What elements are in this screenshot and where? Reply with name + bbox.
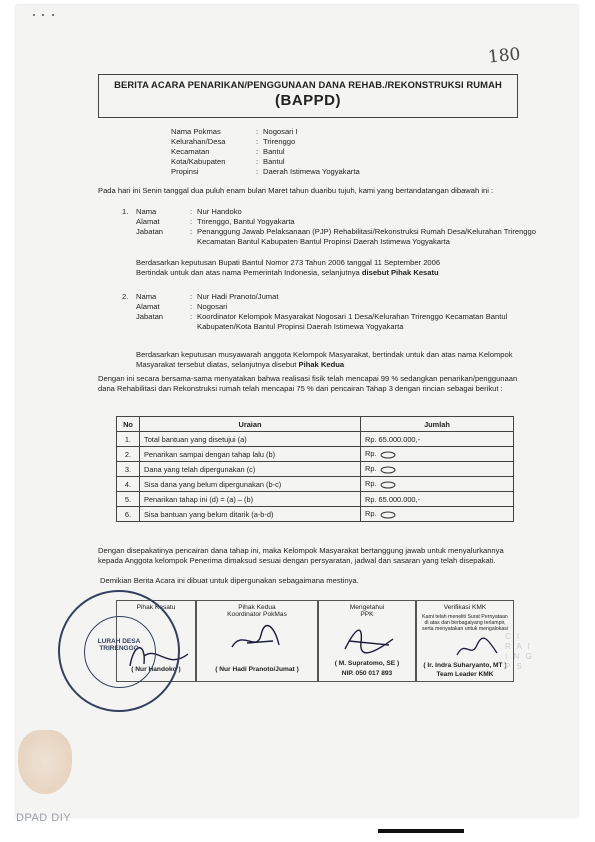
faint-background-text: C I R A I I N G P S bbox=[505, 632, 534, 671]
document-subtitle: (BAPPD) bbox=[275, 92, 341, 109]
zero-scribble-icon bbox=[379, 481, 397, 489]
signature-block-ppk: Mengetahui PPK ( M. Supratomo, SE ) NIP. 050 017 893 bbox=[318, 600, 416, 682]
scan-speck bbox=[42, 14, 44, 16]
table-row: 4. Sisa dana yang belum dipergunakan (b-c) Rp. bbox=[117, 477, 514, 492]
header-jumlah: Jumlah bbox=[361, 417, 514, 432]
statement-paragraph: Dengan ini secara bersama-sama menyatakan bahwa realisasi fisik telah mencapai 99 % sedangkan penarikan/penggunaan dana Rehabilitasi dan Rekonstruksi rumah telah mencapai 75 % dari pencairan Tahap 3 dengan rincian sebagai berikut : bbox=[98, 374, 518, 393]
party-2-basis: Berdasarkan keputusan musyawarah anggota Kelompok Masyarakat, bertindak untuk dan atas nama Kelompok Masyarakat tersebut diatas, selanjutnya disebut Pihak Kedua bbox=[136, 350, 513, 369]
stamp-text: LURAH DESA TRIRENGGO bbox=[97, 638, 141, 652]
signature-scribble-icon bbox=[453, 637, 503, 661]
table-row: 1. Total bantuan yang disetujui (a) Rp. 65.000.000,- bbox=[117, 432, 514, 447]
archive-logo-icon bbox=[18, 730, 72, 794]
party-1: 1. Nama : Nur Handoko Alamat : Trirenggo, Bantul Yogyakarta Jabatan : Penanggung Jawab Pelaksanaan (PJP) Rehabilitasi/Rekonstruksi Rumah Desa/Kelurahan Trirenggo Kecamatan Bantul Kabupaten Bantul Propinsi Daerah Istimewa Yogyakarta bbox=[122, 207, 536, 246]
signature-block-verifikasi-kmk: Verifikasi KMK Kami telah meneliti Surat Pernyataan di atas dan berbagaiyang terlampir, serta menyatakan untuk mengalokasi ( Ir. Indra Suharyanto, MT ) Team Leader KMK bbox=[416, 600, 514, 682]
page-number: 180 bbox=[487, 44, 522, 68]
party-1-decree: Berdasarkan keputusan Bupati Bantul Nomor 273 Tahun 2006 tanggal 11 September 2006 Bertindak untuk dan atas nama Pemerintah Indonesia, selanjutnya disebut Pihak Kesatu bbox=[136, 258, 441, 277]
page-bar bbox=[378, 829, 464, 833]
document-title: BERITA ACARA PENARIKAN/PENGGUNAAN DANA REHAB./REKONSTRUKSI RUMAH bbox=[114, 79, 502, 90]
party-2: 2. Nama : Nur Hadi Pranoto/Jumat Alamat : Nogosari Jabatan : Koordinator Kelompok Masyarakat Nogosari 1 Desa/Kelurahan Trirenggo Kecamatan Bantul Kabupaten/Kota Bantul Propinsi Daerah Istimewa Yogyakarta bbox=[122, 292, 508, 331]
official-stamp bbox=[58, 590, 180, 712]
signature-block-pihak-kedua: Pihak Kedua Koordinator PokMas ( Nur Hadi Pranoto/Jumat ) bbox=[196, 600, 318, 682]
header-uraian: Uraian bbox=[140, 417, 361, 432]
zero-scribble-icon bbox=[379, 466, 397, 474]
table-header-row bbox=[117, 417, 514, 432]
table-row: 5. Penarikan tahap ini (d) = (a) – (b) Rp. 65.000.000,- bbox=[117, 492, 514, 507]
zero-scribble-icon bbox=[379, 511, 397, 519]
table-row: 3. Dana yang telah dipergunakan (c) Rp. bbox=[117, 462, 514, 477]
signature-scribble-icon bbox=[337, 621, 397, 655]
intro-text: Pada hari ini Senin tanggal dua puluh enam bulan Maret tahun duaribu tujuh, kami yang bertandatangan dibawah ini : bbox=[98, 186, 494, 195]
signature-scribble-icon bbox=[227, 623, 287, 657]
archive-watermark: DPAD DIY bbox=[16, 812, 72, 824]
title-box bbox=[98, 74, 518, 118]
signature-block-pihak-kesatu: Pihak Kesatu ( Nur Handoko ) bbox=[116, 600, 196, 682]
table-row: 6. Sisa bantuan yang belum ditarik (a-b-d) Rp. bbox=[117, 507, 514, 522]
header-no: No bbox=[117, 417, 140, 432]
closing-sentence: Demikian Berita Acara ini dibuat untuk dipergunakan sebagaimana mestinya. bbox=[100, 576, 359, 585]
zero-scribble-icon bbox=[379, 451, 397, 459]
closing-paragraph: Dengan disepakatinya pencairan dana tahap ini, maka Kelompok Masyarakat bertanggung jawab untuk menyalurkannya kepada Anggota kelompok Penerima dimaksud sesuai dengan persyaratan, jadwal dan sasaran yang telah disepakati. bbox=[98, 546, 504, 565]
scan-speck bbox=[33, 14, 35, 16]
rincian-table bbox=[116, 416, 514, 522]
scan-speck bbox=[52, 14, 54, 16]
table-row: 2. Penarikan sampai dengan tahap lalu (b) Rp. bbox=[117, 447, 514, 462]
